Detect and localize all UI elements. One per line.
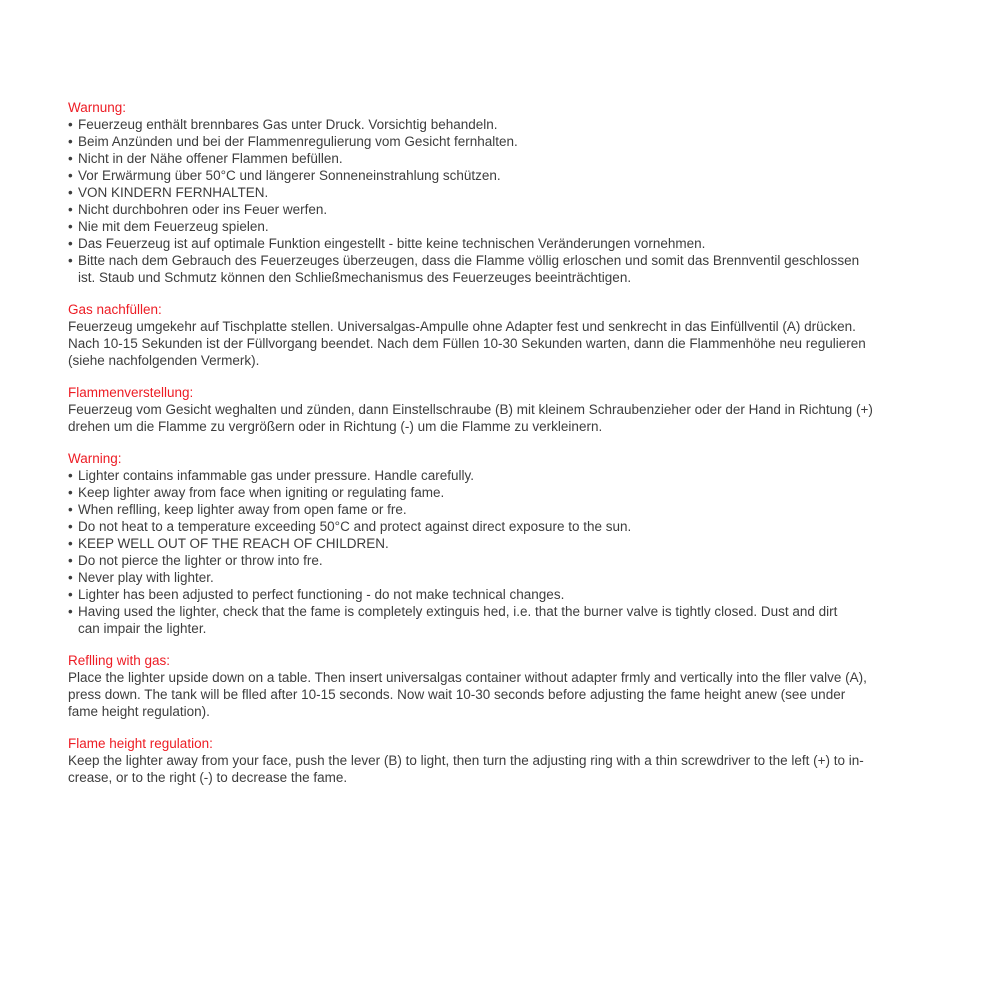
bullet-marker-icon: •	[68, 151, 73, 166]
section-flame-height-regulation	[68, 735, 938, 786]
bullet-item	[68, 184, 938, 201]
bullet-marker-icon: •	[68, 468, 73, 483]
bullet-text: Lighter has been adjusted to perfect functioning - do not make technical changes.	[78, 587, 565, 602]
bullet-text: VON KINDERN FERNHALTEN.	[78, 185, 269, 200]
bullet-item	[68, 467, 938, 484]
section-heading: Gas nachfüllen:	[68, 302, 162, 317]
bullet-text: Nicht in der Nähe offener Flammen befüllen.	[78, 151, 343, 166]
paragraph-line: Keep the lighter away from your face, push the lever (B) to light, then turn the adjusting ring with a thin screwdriver to the left (+) to in-	[68, 753, 864, 768]
bullet-item	[68, 167, 938, 184]
paragraph-line: fame height regulation).	[68, 704, 210, 719]
section-heading: Warning:	[68, 451, 122, 466]
section-refilling-with-gas	[68, 652, 938, 720]
bullet-text: Do not heat to a temperature exceeding 50°C and protect against direct exposure to the sun.	[78, 519, 632, 534]
bullet-text: Having used the lighter, check that the fame is completely extinguis hed, i.e. that the burner valve is tightly closed. Dust and dirt	[78, 604, 838, 619]
bullet-item	[68, 552, 938, 569]
bullet-text: Do not pierce the lighter or throw into fre.	[78, 553, 323, 568]
bullet-item	[68, 484, 938, 501]
bullet-marker-icon: •	[68, 236, 73, 251]
bullet-marker-icon: •	[68, 485, 73, 500]
paragraph-line: Nach 10-15 Sekunden ist der Füllvorgang beendet. Nach dem Füllen 10-30 Sekunden warten, dann die Flammenhöhe neu regulieren	[68, 336, 866, 351]
bullet-text: Keep lighter away from face when igniting or regulating fame.	[78, 485, 445, 500]
bullet-text: Beim Anzünden und bei der Flammenregulierung vom Gesicht fernhalten.	[78, 134, 518, 149]
paragraph-line: crease, or to the right (-) to decrease the fame.	[68, 770, 348, 785]
bullet-text: Nicht durchbohren oder ins Feuer werfen.	[78, 202, 328, 217]
bullet-text: When reflling, keep lighter away from open fame or fre.	[78, 502, 407, 517]
instruction-document	[68, 99, 938, 801]
bullet-marker-icon: •	[68, 587, 73, 602]
bullet-text: Das Feuerzeug ist auf optimale Funktion eingestellt - bitte keine technischen Veränderungen vornehmen.	[78, 236, 706, 251]
bullet-marker-icon: •	[68, 502, 73, 517]
bullet-item	[68, 218, 938, 235]
bullet-item	[68, 535, 938, 552]
bullet-item	[68, 603, 938, 637]
paragraph-line: drehen um die Flamme zu vergrößern oder in Richtung (-) um die Flamme zu verkleinern.	[68, 419, 603, 434]
bullet-marker-icon: •	[68, 604, 73, 619]
bullet-item	[68, 116, 938, 133]
bullet-text: Never play with lighter.	[78, 570, 214, 585]
bullet-item	[68, 235, 938, 252]
section-heading: Warnung:	[68, 100, 127, 115]
section-gas-nachfuellen	[68, 301, 938, 369]
section-heading: Reflling with gas:	[68, 653, 171, 668]
bullet-item	[68, 569, 938, 586]
bullet-marker-icon: •	[68, 117, 73, 132]
bullet-marker-icon: •	[68, 253, 73, 268]
bullet-marker-icon: •	[68, 219, 73, 234]
paragraph-line: Feuerzeug umgekehr auf Tischplatte stellen. Universalgas-Ampulle ohne Adapter fest und senkrecht in das Einfüllventil (A) drücken.	[68, 319, 856, 334]
bullet-marker-icon: •	[68, 168, 73, 183]
bullet-marker-icon: •	[68, 536, 73, 551]
bullet-item	[68, 201, 938, 218]
bullet-marker-icon: •	[68, 553, 73, 568]
bullet-marker-icon: •	[68, 134, 73, 149]
bullet-item	[68, 518, 938, 535]
bullet-text: can impair the lighter.	[78, 621, 207, 636]
bullet-item	[68, 586, 938, 603]
bullet-text: KEEP WELL OUT OF THE REACH OF CHILDREN.	[78, 536, 389, 551]
section-heading: Flame height regulation:	[68, 736, 213, 751]
paragraph-line: (siehe nachfolgenden Vermerk).	[68, 353, 260, 368]
bullet-marker-icon: •	[68, 185, 73, 200]
bullet-item	[68, 133, 938, 150]
bullet-item	[68, 150, 938, 167]
section-warning-en	[68, 450, 938, 637]
paragraph-line: press down. The tank will be flled after 10-15 seconds. Now wait 10-30 seconds before adjusting the fame height anew (see under	[68, 687, 846, 702]
paragraph-line: Place the lighter upside down on a table. Then insert universalgas container without adapter frmly and vertically into the fller valve (A),	[68, 670, 867, 685]
section-warnung-de	[68, 99, 938, 286]
section-flammenverstellung	[68, 384, 938, 435]
bullet-item	[68, 501, 938, 518]
bullet-text: Nie mit dem Feuerzeug spielen.	[78, 219, 269, 234]
paragraph-line: Feuerzeug vom Gesicht weghalten und zünden, dann Einstellschraube (B) mit kleinem Schraubenzieher oder der Hand in Richtung (+)	[68, 402, 873, 417]
bullet-text: Feuerzeug enthält brennbares Gas unter Druck. Vorsichtig behandeln.	[78, 117, 498, 132]
bullet-marker-icon: •	[68, 570, 73, 585]
section-heading: Flammenverstellung:	[68, 385, 194, 400]
bullet-marker-icon: •	[68, 519, 73, 534]
bullet-text: Vor Erwärmung über 50°C und längerer Sonneneinstrahlung schützen.	[78, 168, 501, 183]
bullet-item	[68, 252, 938, 286]
bullet-text: Lighter contains infammable gas under pressure. Handle carefully.	[78, 468, 474, 483]
bullet-marker-icon: •	[68, 202, 73, 217]
bullet-text: Bitte nach dem Gebrauch des Feuerzeuges überzeugen, dass die Flamme völlig erloschen und somit das Brennventil geschlossen	[78, 253, 860, 268]
bullet-text: ist. Staub und Schmutz können den Schließmechanismus des Feuerzeuges beeinträchtigen.	[78, 270, 632, 285]
